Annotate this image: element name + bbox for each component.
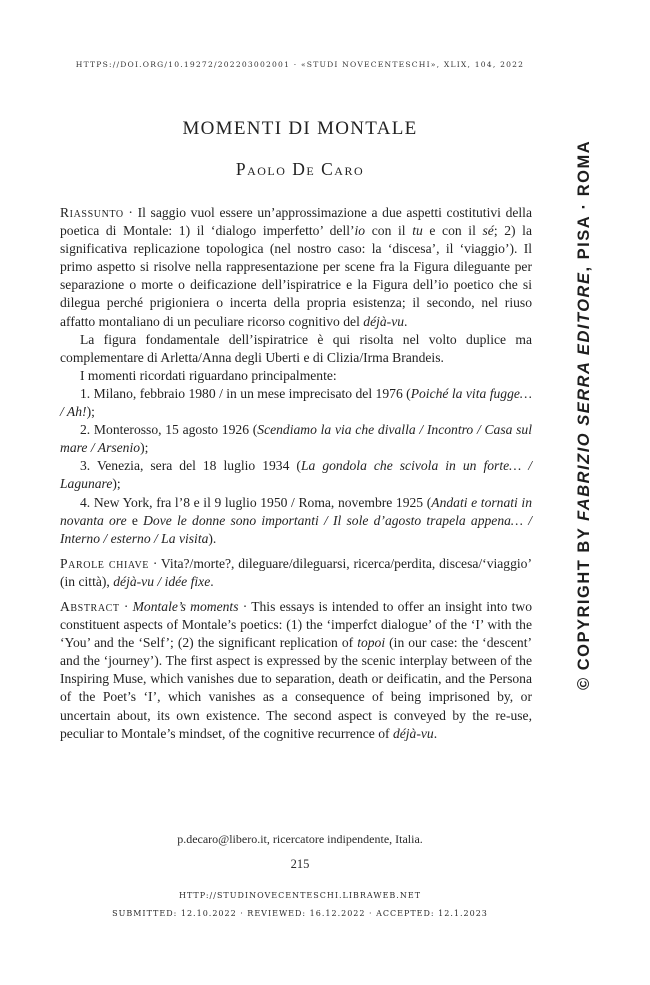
- abstract-text: .: [433, 725, 438, 741]
- moment-text: );: [86, 404, 95, 420]
- keywords-italic: déjà-vu / idée fixe: [113, 573, 211, 589]
- moment-works: Poiché la vita fugge… / Ah!: [60, 385, 532, 420]
- submission-dates: SUBMITTED: 12.10.2022 · REVIEWED: 16.12.2022 · ACCEPTED: 12.1.2023: [112, 909, 488, 918]
- abstract-text: · This essays is intended to offer an insight into two constituent aspects of Montale’s poetics: (1) the ‘imperfct dialogue’ of the ‘I’ with the ‘You’ and the ‘Self’; (2) the significant replication of: [60, 598, 532, 651]
- riassunto-paragraph-3: I momenti ricordati riguardano principalmente:: [80, 367, 337, 383]
- copyright-text: © COPYRIGHT BY: [575, 520, 593, 690]
- riassunto-text: · Il saggio vuol essere un’approssimazione a due aspetti costitutivi della poetica di Montale: 1) il ‘dialogo imperfetto’ dell’: [60, 205, 532, 239]
- moment-works: Andati e tornati in novanta ore: [60, 494, 533, 528]
- riassunto-text: ; 2) la significativa replicazione topologica (nel nostro caso: la ‘discesa’, il ‘viaggio’). Il primo aspetto si risolve nella rappresentazione per scene fra la Figura dileguante per separazione o morte o deificazione dell’ispiratrice e la Figura dell’io poetico che si dilegua perché prigioniera o incerta della propria esistenza; il secondo, nel riuso affatto montaliano di un peculiare ricorso cognitivo del: [60, 223, 532, 329]
- article-body: [60, 204, 532, 743]
- page-number: 215: [290, 857, 310, 871]
- moment-item-2: [60, 421, 532, 457]
- article-author: Paolo De Caro: [235, 159, 365, 179]
- moment-text: ).: [208, 530, 217, 546]
- keywords-text: · Vita?/morte?, dileguare/dileguarsi, ricerca/perdita, discesa/‘viaggio’ (in città),: [60, 555, 532, 589]
- abstract-topoi: topoi: [357, 635, 386, 651]
- author-affiliation: p.decaro@libero.it, ricercatore indipendente, Italia.: [177, 832, 423, 846]
- abstract-label: Abstract: [60, 598, 120, 614]
- riassunto-tu: tu: [412, 223, 423, 239]
- moment-works: Scendiamo la via che divalla / Incontro / Casa sul mare / Arsenio: [60, 422, 532, 456]
- riassunto-paragraph: [60, 204, 532, 331]
- keywords-text: .: [210, 573, 214, 589]
- moment-text: 3. Venezia, sera del 18 luglio 1934 (: [80, 458, 301, 474]
- moment-item-1: [60, 385, 532, 421]
- moment-text: 4. New York, fra l’8 e il 9 luglio 1950 / Roma, novembre 1925 (: [80, 494, 432, 510]
- moment-text: e: [126, 512, 144, 528]
- moment-text: );: [140, 440, 149, 456]
- riassunto-text: e con il: [422, 223, 483, 239]
- copyright-text: , PISA · ROMA: [575, 139, 593, 272]
- abstract-dejavu: déjà-vu: [392, 725, 434, 741]
- moment-text: 2. Monterosso, 15 agosto 1926 (: [80, 422, 258, 438]
- abstract-text: (in our case: the ‘descent’ and the ‘journey’). The first aspect is expressed by the scenic interplay between of the Inspiring Muse, which vanishes due to separation, death or deificatin, and the Persona of the Poet’s ‘I’, which vanishes as a consequence of being imprisoned by, or uncertain about, its own existence. The second aspect is conveyed by the re-use, peculiar to Montale’s mindset, of the cognitive recurrence of: [60, 635, 532, 741]
- moment-item-4: [60, 494, 532, 548]
- keywords-paragraph: [60, 555, 532, 591]
- riassunto-text: con il: [365, 223, 413, 239]
- article-title: MOMENTI DI MONTALE: [182, 118, 418, 139]
- riassunto-dejavu: déjà-vu: [363, 313, 405, 329]
- abstract-paragraph: [60, 598, 532, 743]
- abstract-sep: ·: [119, 598, 133, 614]
- riassunto-paragraph-2: La figura fondamentale dell’ispiratrice è qui risolta nel volto duplice ma complementare di Arletta/Anna degli Uberti e di Clizia/Irma Brandeis.: [60, 331, 532, 365]
- riassunto-se: sé: [482, 223, 494, 239]
- journal-url: HTTP://STUDINOVECENTESCHI.LIBRAWEB.NET: [178, 891, 422, 900]
- keywords-label: Parole chiave: [60, 555, 149, 571]
- copyright-notice: [575, 140, 594, 690]
- moment-works: Dove le donne sono importanti / Il sole d’agosto trapela appena… / Interno / esterno / La visita: [60, 512, 532, 546]
- riassunto-label: Riassunto: [60, 205, 124, 220]
- moment-text: 1. Milano, febbraio 1980 / in un mese imprecisato del 1976 (: [80, 385, 411, 401]
- doi-header: HTTPS://DOI.ORG/10.19272/202203002001 · «STUDI NOVECENTESCHI», XLIX, 104, 2022: [75, 60, 525, 69]
- abstract-title: Montale’s moments: [132, 598, 239, 614]
- riassunto-text: .: [404, 313, 408, 329]
- moment-item-3: [60, 457, 532, 493]
- moment-text: );: [112, 476, 121, 492]
- riassunto-io: io: [354, 223, 366, 239]
- moment-works: La gondola che scivola in un forte… / Lagunare: [60, 458, 532, 492]
- copyright-publisher: FABRIZIO SERRA EDITORE: [575, 271, 593, 521]
